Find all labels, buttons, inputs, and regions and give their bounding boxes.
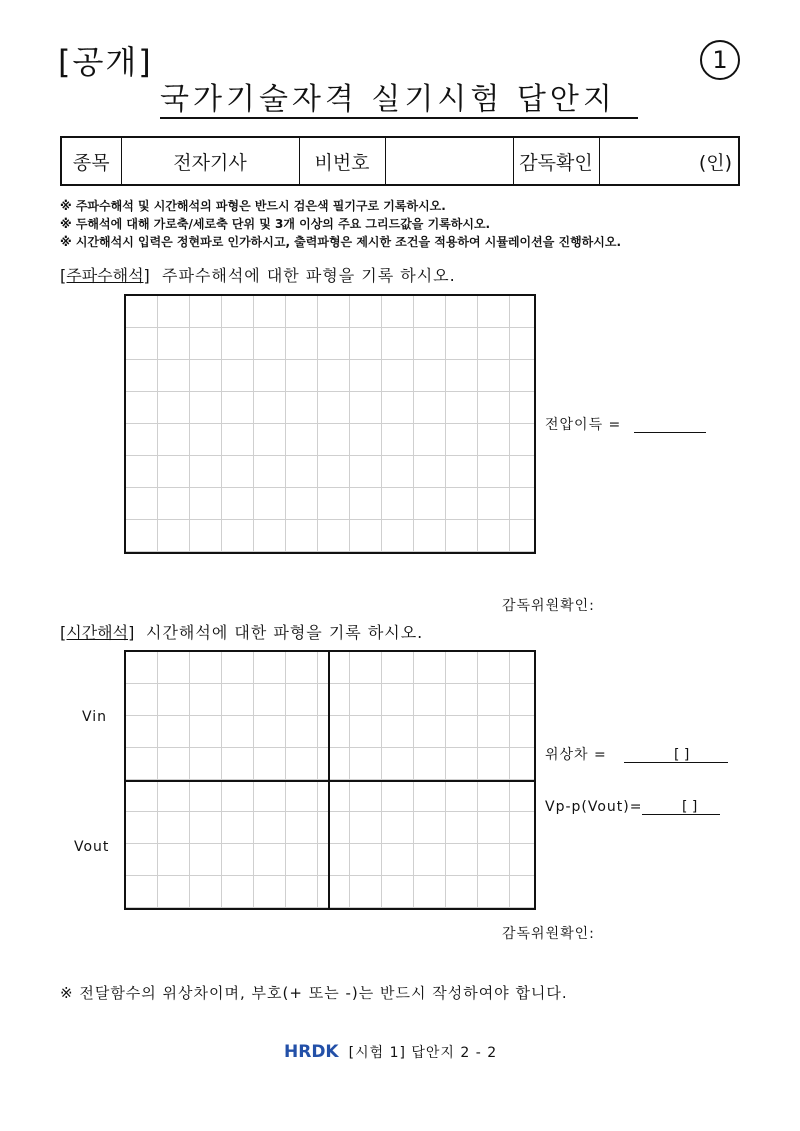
subject-label: 종목 <box>61 137 121 185</box>
note-line: ※ 두해석에 대해 가로축/세로축 단위 및 3개 이상의 주요 그리드값을 기록하시오. <box>60 217 491 231</box>
frequency-waveform-grid[interactable] <box>124 294 536 554</box>
secret-number-label: 비번호 <box>299 137 385 185</box>
vpp-vout-label: Vp-p(Vout)= <box>545 799 643 815</box>
frequency-section-instruction: 주파수해석에 대한 파형을 기록 하시오. <box>162 266 456 285</box>
supervisor-seal-field[interactable]: (인) <box>599 137 739 185</box>
voltage-gain-input[interactable] <box>634 416 706 433</box>
footer-page-text: [시험 1] 답안지 2 - 2 <box>348 1045 498 1061</box>
vpp-unit-bracket: [ ] <box>682 799 698 815</box>
supervisor-check-label: 감독확인 <box>513 137 599 185</box>
time-section-instruction: 시간해석에 대한 파형을 기록 하시오. <box>146 623 424 642</box>
phase-footnote: ※ 전달함수의 위상차이며, 부호(+ 또는 -)는 반드시 작성하여야 합니다. <box>60 984 568 1002</box>
frequency-supervisor-confirm: 감독위원확인: <box>502 598 595 614</box>
grid-center-horizontal-axis <box>126 780 534 782</box>
time-supervisor-confirm: 감독위원확인: <box>502 926 595 942</box>
voltage-gain-label: 전압이득 = <box>545 417 622 433</box>
time-waveform-grid[interactable] <box>124 650 536 910</box>
vin-label: Vin <box>82 709 108 725</box>
hrdk-logo: HRDK <box>284 1042 339 1062</box>
frequency-section-label: [주파수해석] <box>60 266 150 285</box>
subject-value: 전자기사 <box>121 137 299 185</box>
exam-info-table <box>60 136 740 186</box>
note-line: ※ 주파수해석 및 시간해석의 파형은 반드시 검은색 필기구로 기록하시오. <box>60 199 446 213</box>
page-title: 국가기술자격 실기시험 답안지 <box>160 82 616 117</box>
note-line: ※ 시간해석시 입력은 정현파로 인가하시고, 출력파형은 제시한 조건을 적용하여 시뮬레이션을 진행하시오. <box>60 235 622 249</box>
secret-number-field[interactable] <box>385 137 513 185</box>
phase-unit-bracket: [ ] <box>674 747 690 763</box>
vout-label: Vout <box>74 839 110 855</box>
instructions-notes <box>60 197 621 251</box>
phase-difference-label: 위상차 = <box>545 747 607 763</box>
vpp-vout-input[interactable] <box>642 798 720 815</box>
public-tag: [공개] <box>58 43 153 81</box>
page-number-badge: 1 <box>700 40 740 80</box>
page-footer <box>284 1042 497 1063</box>
time-section-label: [시간해석] <box>60 623 135 642</box>
title-underline <box>160 117 638 119</box>
